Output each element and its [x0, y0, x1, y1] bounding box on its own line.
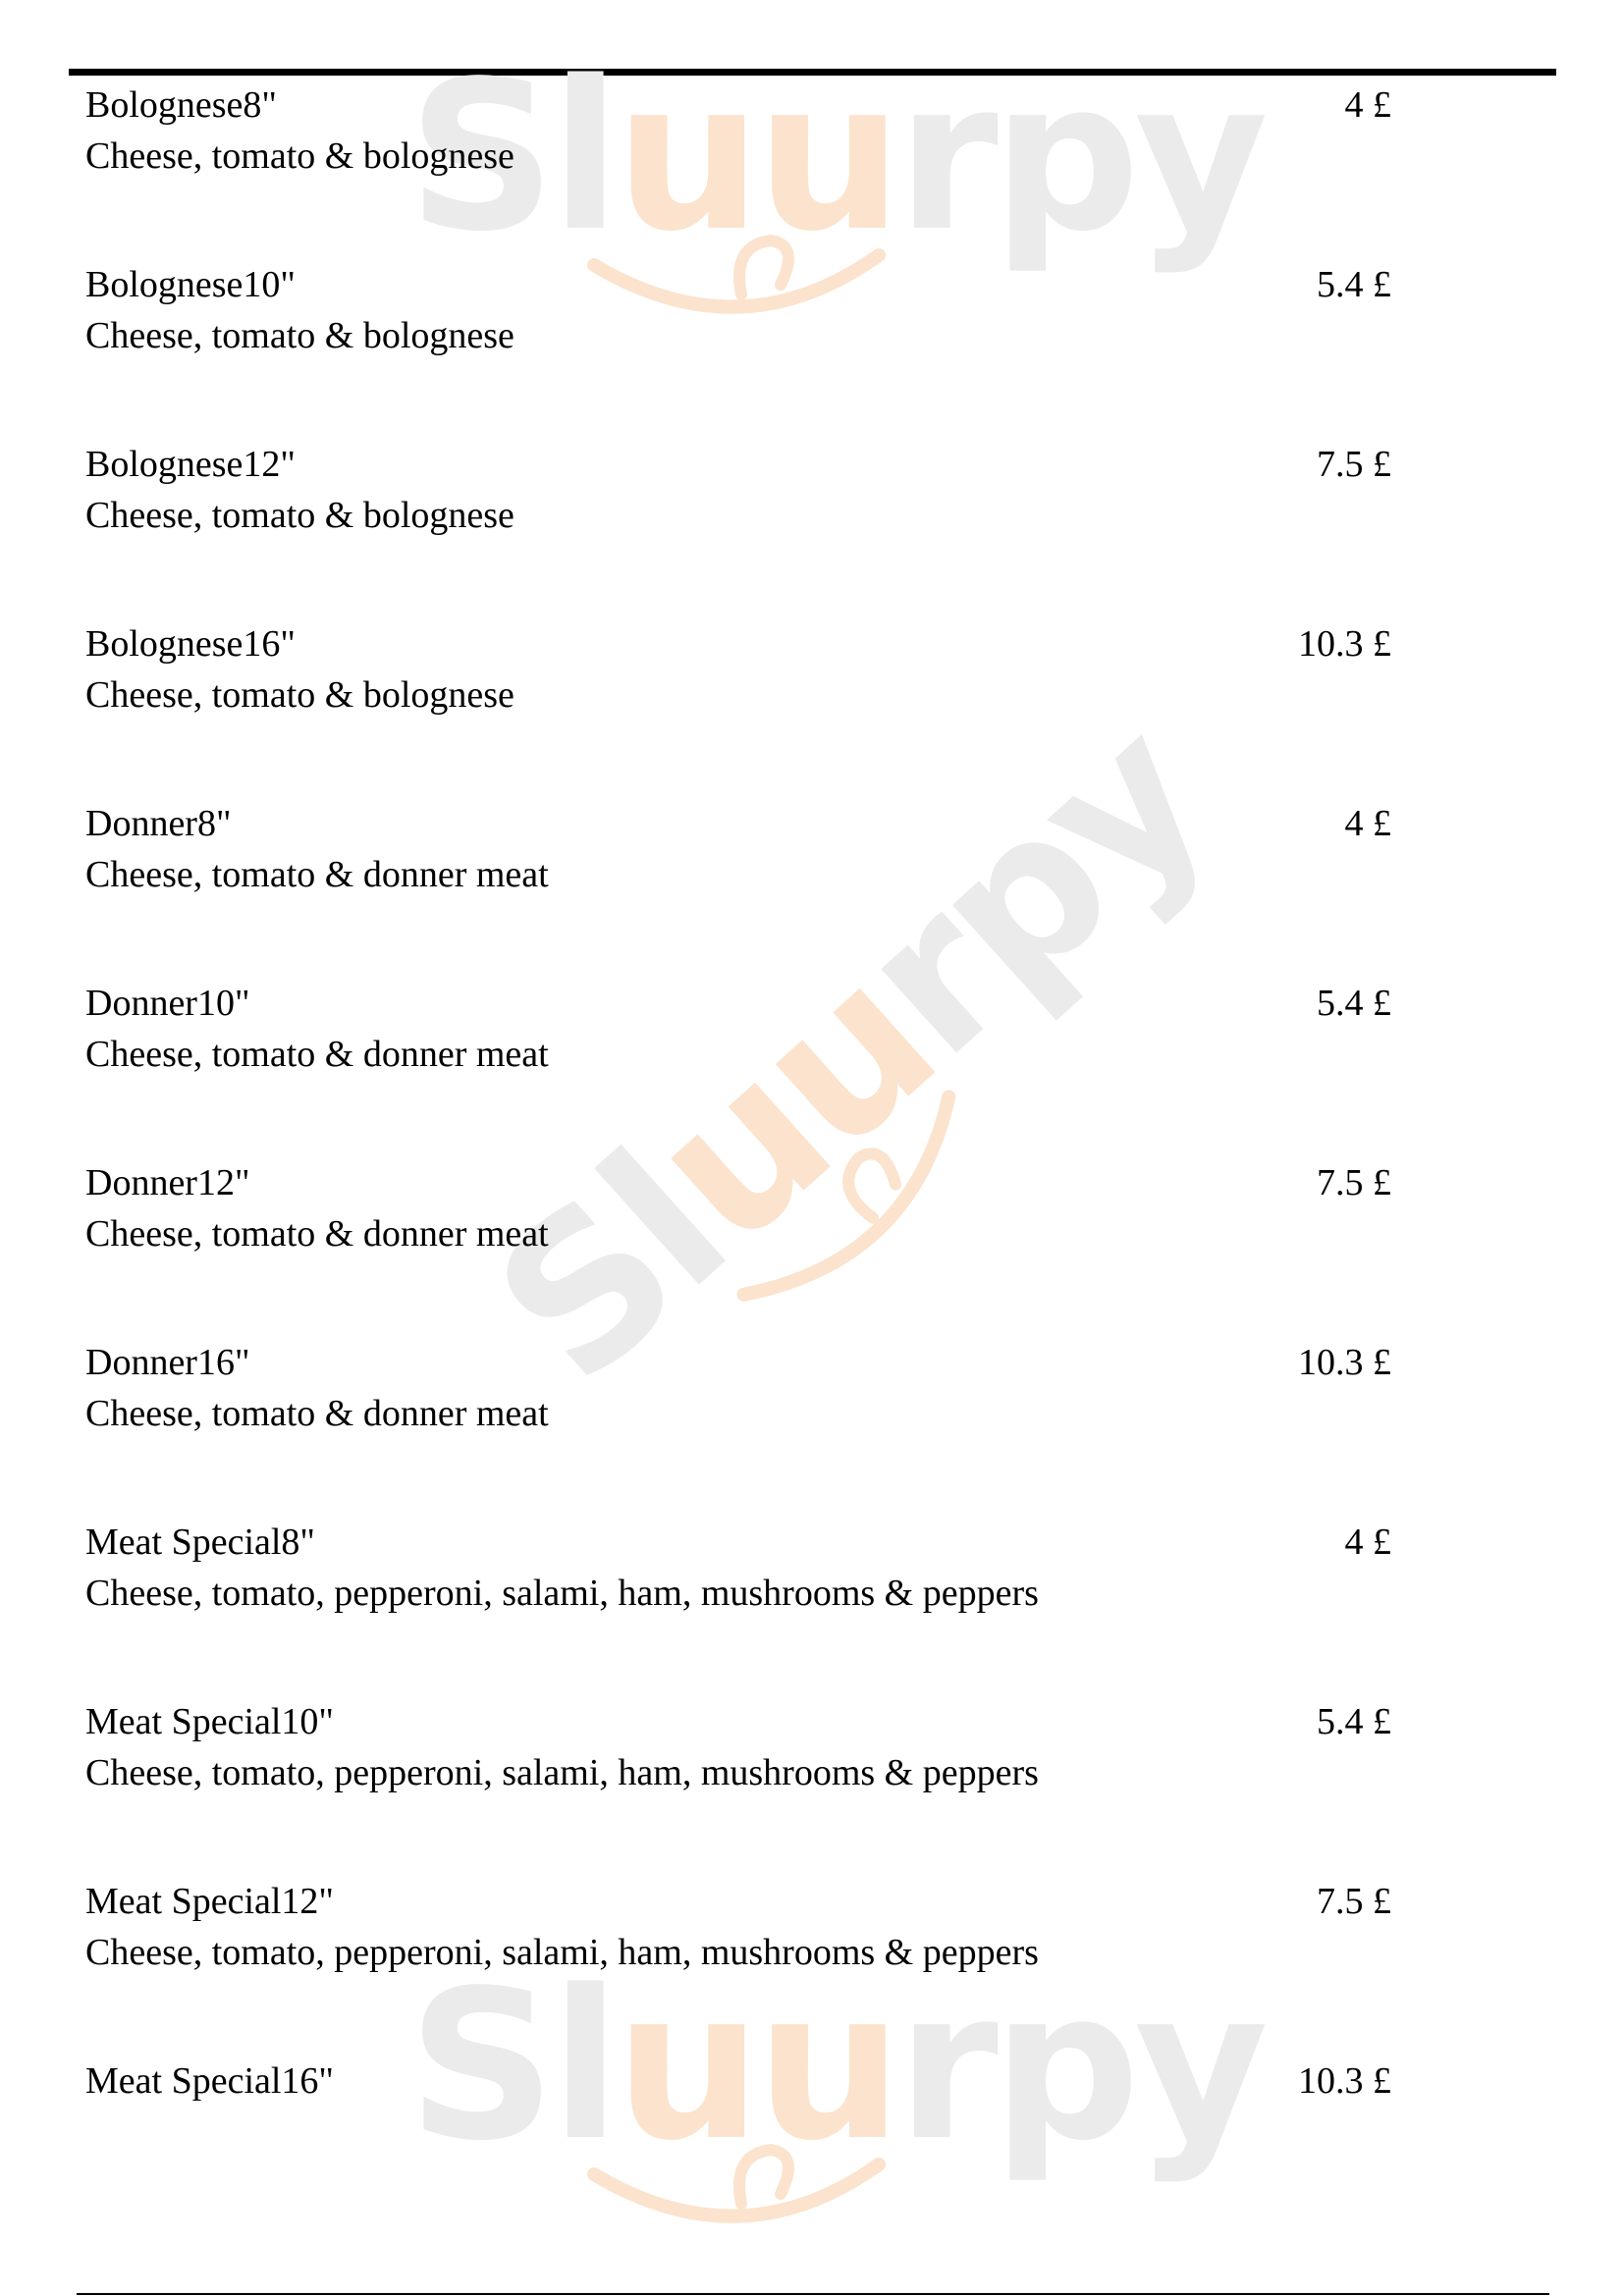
item-description: Cheese, tomato & donner meat [85, 1213, 549, 1255]
menu-item [85, 263, 1391, 371]
item-description: Cheese, tomato & donner meat [85, 854, 549, 895]
menu-item [85, 1521, 1391, 1629]
item-description: Cheese, tomato & bolognese [85, 135, 514, 177]
menu-item [85, 802, 1391, 910]
item-name: Donner12" [85, 1162, 250, 1203]
item-name: Donner10" [85, 983, 250, 1024]
item-name: Meat Special10" [85, 1701, 334, 1742]
item-name: Meat Special12" [85, 1881, 334, 1922]
item-description: Cheese, tomato & bolognese [85, 495, 514, 536]
item-name: Bolognese16" [85, 623, 296, 665]
item-price: 7.5 £ [1317, 1881, 1391, 1922]
item-description: Cheese, tomato, pepperoni, salami, ham, mushrooms & peppers [85, 1573, 1039, 1614]
menu-item [85, 982, 1391, 1090]
menu-item [85, 1341, 1391, 1449]
item-description: Cheese, tomato & donner meat [85, 1393, 549, 1434]
item-price: 4 £ [1344, 803, 1391, 844]
item-price: 7.5 £ [1317, 1162, 1391, 1203]
item-price: 7.5 £ [1317, 444, 1391, 485]
watermark-logo-bottom: Sluurpy [407, 1963, 1263, 2169]
watermark-letters-rpy: rpy [896, 36, 1264, 277]
item-price: 5.4 £ [1317, 1701, 1391, 1742]
menu-item [85, 83, 1391, 191]
item-price: 5.4 £ [1317, 264, 1391, 305]
item-name: Bolognese8" [85, 84, 277, 126]
menu-item [85, 1880, 1391, 1988]
item-price: 4 £ [1344, 1522, 1391, 1563]
item-name: Meat Special8" [85, 1522, 315, 1563]
item-description: Cheese, tomato, pepperoni, salami, ham, mushrooms & peppers [85, 1932, 1039, 1973]
menu-item [85, 622, 1391, 730]
item-name: Donner16" [85, 1342, 250, 1383]
menu-item [85, 1161, 1391, 1269]
item-description: Cheese, tomato & bolognese [85, 674, 514, 716]
watermark-letters-uu: uu [615, 36, 897, 277]
watermark-logo-rotated: Sluurpy [452, 676, 1249, 1428]
item-price: 5.4 £ [1317, 983, 1391, 1024]
watermark-letters-sl: Sl [407, 36, 616, 277]
item-price: 10.3 £ [1298, 2060, 1391, 2102]
item-price: 10.3 £ [1298, 623, 1391, 665]
item-description: Cheese, tomato & bolognese [85, 315, 514, 356]
item-name: Donner8" [85, 803, 232, 844]
menu-item [85, 1700, 1391, 1808]
item-name: Meat Special16" [85, 2060, 334, 2102]
item-description: Cheese, tomato, pepperoni, salami, ham, mushrooms & peppers [85, 1752, 1039, 1793]
item-price: 4 £ [1344, 84, 1391, 126]
menu-item [85, 443, 1391, 551]
item-name: Bolognese10" [85, 264, 296, 305]
item-name: Bolognese12" [85, 444, 296, 485]
bottom-divider [77, 2293, 1549, 2295]
item-price: 10.3 £ [1298, 1342, 1391, 1383]
item-description: Cheese, tomato & donner meat [85, 1034, 549, 1075]
menu-item [85, 2059, 1391, 2167]
